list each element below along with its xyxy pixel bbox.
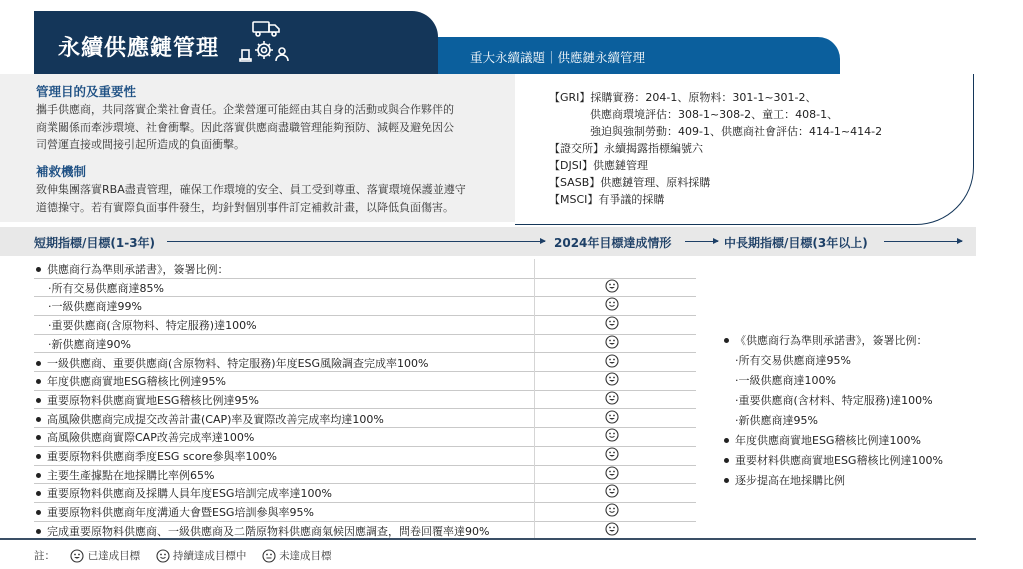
mid-long-item: ‧一級供應商達100% [735, 374, 836, 387]
in-progress-status-icon [605, 428, 619, 442]
row-text: 重要原物料供應商年度溝通大會暨ESG培訓參與率95% [34, 504, 314, 520]
supply-chain-icon [239, 20, 289, 66]
subtitle-tab [420, 37, 840, 74]
bullet-icon [724, 438, 729, 443]
bullet-icon [36, 267, 41, 272]
bullet-icon [36, 510, 41, 515]
standard-sasb: 【SASB】供應鏈管理、原料採購 [549, 176, 711, 189]
standard-msci: 【MSCI】有爭議的採購 [549, 193, 665, 206]
row-text: 高風險供應商實際CAP改善完成率達100% [34, 429, 254, 445]
row-text: 一級供應商、重要供應商(含原物料、特定服務)年度ESG風險調查完成率100% [34, 355, 429, 371]
legend-in-progress: 持續達成目標中 [156, 548, 247, 563]
legend-not-achieved: 未達成目標 [262, 548, 332, 563]
row-text: 供應商行為準則承諾書》，簽署比例： [34, 261, 229, 277]
legend-achieved: 已達成目標 [70, 548, 140, 563]
achieved-status-icon [605, 354, 619, 368]
mid-long-item: ‧所有交易供應商達95% [735, 354, 851, 367]
bullet-icon [36, 529, 41, 534]
achieved-status-icon [605, 372, 619, 386]
arrow-line-1 [167, 241, 545, 242]
bullet-icon [36, 379, 41, 384]
row-text: 高風險供應商完成提交改善計畫(CAP)率及實際改善完成率均達100% [34, 411, 384, 427]
table-row [34, 409, 696, 429]
bullet-icon [36, 417, 41, 422]
remedy-heading: 補救機制 [36, 164, 87, 179]
standard-twse: 【證交所】永續揭露指標編號六 [549, 142, 703, 155]
row-text: ‧新供應商達90% [48, 337, 131, 351]
legend-note: 註： [34, 550, 55, 562]
bullet-icon [36, 491, 41, 496]
status-2024-header: 2024年目標達成情形 [554, 236, 672, 250]
achieved-status-icon [605, 279, 619, 293]
bullet-icon [36, 435, 41, 440]
standard-gri-3: 強迫與強制勞動：409-1、供應商社會評估：414-1~414-2 [590, 125, 883, 138]
row-text: ‧重要供應商(含原物料、特定服務)達100% [48, 319, 257, 333]
in-progress-legend-icon [156, 549, 170, 563]
standard-gri-1: 【GRI】採購實務：204-1、原物料：301-1~301-2、 [549, 91, 817, 104]
table-row [34, 334, 696, 354]
purpose-text: 攜手供應商，共同落實企業社會責任。企業營運可能經由其自身的活動或與合作夥伴的 商業關係而牽涉環境、社會衝擊。因此落實供應商盡職管理能夠預防、減輕及避免因公 司營運直接或間接引起所造成的負面衝擊。 [36, 103, 454, 151]
standard-gri-2: 供應商環境評估：308-1~308-2、童工：408-1、 [590, 108, 839, 121]
table-row [34, 427, 696, 447]
table-row [34, 315, 696, 335]
row-text: 重要原物料供應商實地ESG稽核比例達95% [34, 392, 259, 408]
row-text: 重要原物料供應商及採購人員年度ESG培訓完成率達100% [34, 485, 332, 501]
table-row [34, 296, 696, 316]
mid-long-item: ‧新供應商達95% [735, 414, 818, 427]
table-row [34, 502, 696, 522]
achieved-status-icon [605, 335, 619, 349]
not-achieved-legend-icon [262, 549, 276, 563]
bullet-icon [724, 338, 729, 343]
mid-long-item: 年度供應商實地ESG稽核比例達100% [722, 432, 921, 448]
achieved-status-icon [605, 447, 619, 461]
row-text: ‧所有交易供應商達85% [48, 281, 164, 295]
table-row [34, 278, 696, 298]
arrow-line-3 [884, 241, 962, 242]
row-text: 主要生產據點在地採購比率例65% [34, 467, 214, 483]
in-progress-status-icon [605, 297, 619, 311]
achieved-status-icon [605, 316, 619, 330]
row-text: ‧一級供應商達99% [48, 300, 142, 314]
achieved-status-icon [605, 522, 619, 536]
achieved-status-icon [605, 410, 619, 424]
purpose-panel [0, 74, 523, 222]
bullet-icon [724, 478, 729, 483]
achieved-legend-icon [70, 549, 84, 563]
bullet-icon [36, 398, 41, 403]
row-text: 重要原物料供應商季度ESG score參與率100% [34, 448, 277, 464]
standard-djsi: 【DJSI】供應鏈管理 [549, 159, 648, 172]
short-term-header: 短期指標/目標(1-3年) [34, 236, 156, 250]
table-row [34, 465, 696, 485]
mid-long-item: 《供應商行為準則承諾書》，簽署比例： [722, 332, 928, 348]
remedy-text: 致伸集團落實RBA盡責管理，確保工作環境的安全、員工受到尊重、落實環境保護並遵守 道德操守。若有實際負面事件發生，均針對個別事件訂定補救計畫，以降低負面傷害。 [36, 183, 466, 214]
column-header-bar [0, 227, 976, 256]
bullet-icon [36, 454, 41, 459]
mid-long-header: 中長期指標/目標(3年以上) [724, 236, 868, 250]
mid-long-item: 重要材料供應商實地ESG稽核比例達100% [722, 452, 943, 468]
arrow-line-2 [685, 241, 718, 242]
legend [34, 548, 344, 563]
in-progress-status-icon [605, 503, 619, 517]
table-row [34, 371, 696, 391]
title-tab [34, 11, 438, 74]
table-row [34, 259, 696, 279]
mid-long-item: 逐步提高在地採購比例 [722, 472, 845, 488]
bullet-icon [724, 458, 729, 463]
table-row [34, 353, 696, 373]
row-text: 年度供應商實地ESG稽核比例達95% [34, 373, 226, 389]
mid-long-item: ‧重要供應商(含材料、特定服務)達100% [735, 394, 933, 407]
purpose-heading: 管理目的及重要性 [36, 84, 137, 99]
table-row [34, 446, 696, 466]
footer-divider [0, 538, 976, 540]
achieved-status-icon [605, 484, 619, 498]
row-text: 完成重要原物料供應商、一級供應商及二階原物料供應商氣候因應調查，問卷回覆率達90% [34, 523, 489, 539]
table-row [34, 390, 696, 410]
table-row [34, 483, 696, 503]
bullet-icon [36, 361, 41, 366]
bullet-icon [36, 473, 41, 478]
achieved-status-icon [605, 391, 619, 405]
achieved-status-icon [605, 466, 619, 480]
subtitle: 重大永續議題｜供應鏈永續管理 [470, 50, 646, 65]
page-title: 永續供應鏈管理 [58, 36, 220, 61]
